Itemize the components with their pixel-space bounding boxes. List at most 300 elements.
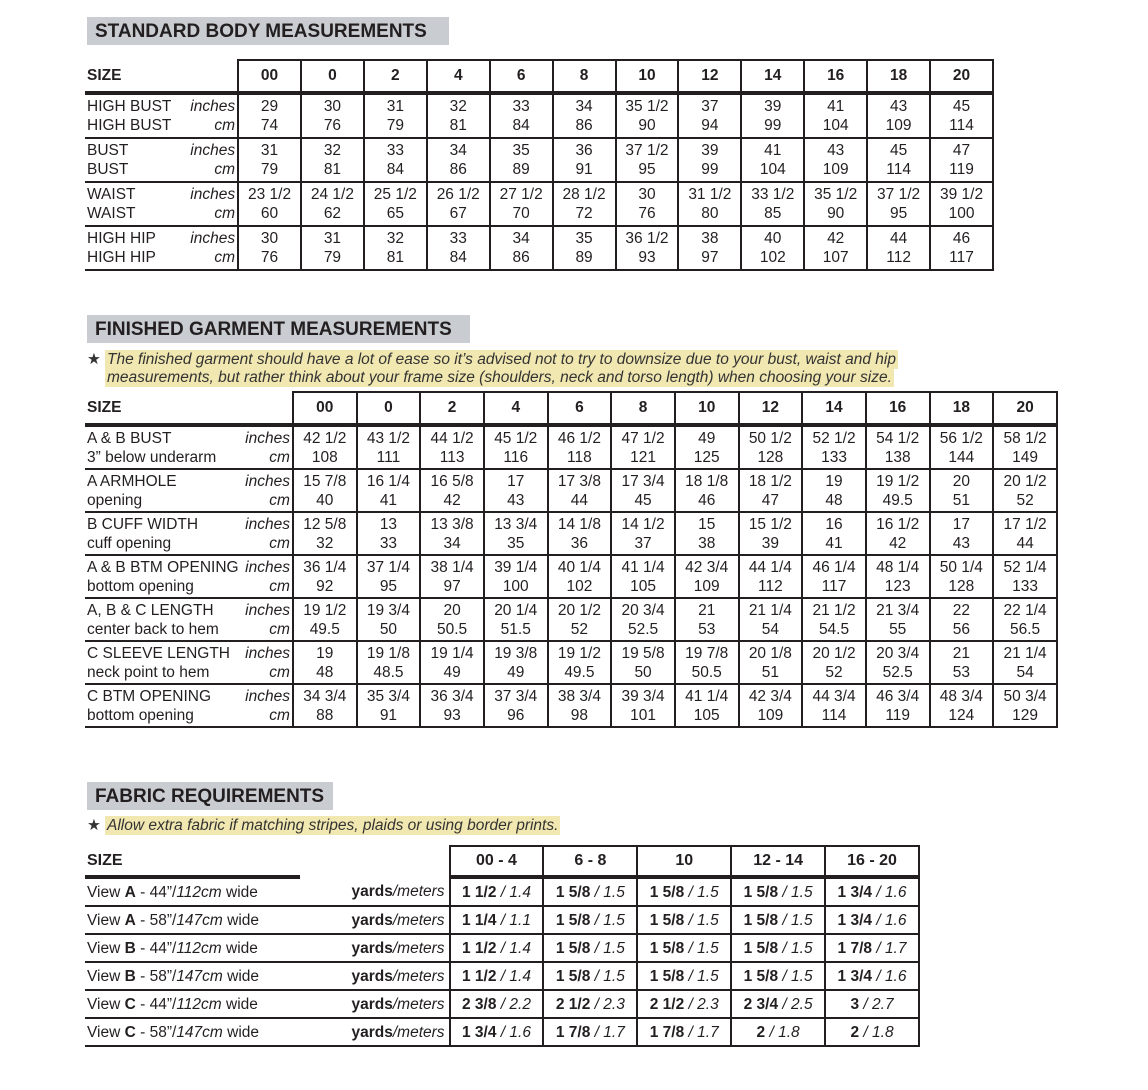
value-cm: 113 — [439, 448, 465, 466]
value-inches: 34 — [575, 98, 593, 115]
fabric-cell — [450, 962, 544, 990]
value-inches: 40 — [764, 230, 782, 247]
table-cell — [993, 425, 1057, 469]
yards-value: 1 1/2 — [462, 883, 497, 901]
table-cell — [357, 469, 421, 512]
table-cell — [675, 555, 739, 598]
value-inches: 28 1/2 — [562, 186, 606, 203]
value-cm: 76 — [260, 249, 279, 266]
fabric-cell — [450, 906, 544, 934]
value-inches: 47 — [952, 142, 971, 159]
value-cm: 62 — [323, 205, 342, 222]
meters-value: / 1.5 — [688, 939, 719, 957]
value-cm: 104 — [822, 117, 849, 134]
size-label: SIZE — [85, 392, 293, 425]
measurement-row — [85, 555, 1057, 598]
table-cell — [553, 226, 616, 270]
value-cm: 85 — [764, 205, 782, 222]
label-line2: BUST — [87, 161, 129, 178]
table-cell — [484, 425, 548, 469]
unit-cm: cm — [214, 161, 236, 178]
table-cell — [741, 226, 804, 270]
value-cm: 79 — [260, 161, 279, 178]
view-label — [85, 877, 300, 906]
unit-yards: yards — [351, 882, 393, 900]
value-inches: 34 — [512, 230, 530, 247]
size-header: 2 — [364, 60, 427, 93]
size-header: 10 — [637, 846, 731, 877]
value-inches: 21 — [952, 644, 970, 662]
value-inches: 19 1/2 — [876, 472, 920, 490]
value-cm: 50.5 — [437, 620, 468, 638]
value-inches: 42 1/2 — [303, 429, 347, 447]
value-inches: 42 — [827, 230, 845, 247]
meters-value: / 1.5 — [688, 967, 719, 985]
value-inches: 50 3/4 — [1003, 687, 1047, 705]
value-inches: 35 — [512, 142, 530, 159]
header-gap — [300, 846, 450, 877]
meters-value: / 1.7 — [876, 939, 907, 957]
unit-yards: yards — [351, 995, 393, 1013]
table-cell — [930, 182, 993, 226]
meters-value: / 1.4 — [500, 939, 531, 957]
value-cm: 42 — [443, 491, 461, 509]
view-label — [85, 990, 300, 1018]
value-inches: 18 1/8 — [685, 472, 729, 490]
table-cell — [678, 226, 741, 270]
label-line2: HIGH HIP — [87, 249, 156, 266]
measurement-row — [85, 684, 1057, 727]
fabric-row — [85, 906, 919, 934]
table-cell — [490, 226, 553, 270]
table-cell — [675, 425, 739, 469]
measurement-row — [85, 512, 1057, 555]
view-width: - 58”/ — [135, 911, 177, 929]
unit-label — [300, 877, 450, 906]
table-cell — [867, 138, 930, 182]
value-inches: 20 1/2 — [1003, 472, 1047, 490]
meters-value: / 2.2 — [500, 995, 531, 1013]
value-inches: 19 3/4 — [366, 601, 410, 619]
value-cm: 51.5 — [500, 620, 531, 638]
value-inches: 40 1/4 — [557, 558, 601, 576]
view-letter: C — [124, 1023, 136, 1041]
view-word: View — [87, 939, 125, 957]
value-cm: 100 — [948, 205, 975, 222]
row-label — [85, 182, 190, 226]
value-inches: 19 1/2 — [303, 601, 347, 619]
value-inches: 52 1/4 — [1003, 558, 1047, 576]
size-label: SIZE — [85, 60, 238, 93]
table-cell — [427, 138, 490, 182]
table-cell — [364, 138, 427, 182]
table-cell — [238, 226, 301, 270]
value-cm: 52.5 — [882, 663, 913, 681]
meters-value: / 1.6 — [500, 1023, 531, 1041]
value-cm: 84 — [512, 117, 530, 134]
size-header: 16 — [866, 392, 930, 425]
value-cm: 79 — [323, 249, 342, 266]
value-cm: 48 — [316, 663, 334, 681]
value-cm: 45 — [634, 491, 652, 509]
value-inches: 33 — [449, 230, 467, 247]
value-inches: 21 1/4 — [748, 601, 792, 619]
yards-value: 3 — [850, 995, 860, 1013]
meters-value: / 1.5 — [782, 939, 813, 957]
meters-value: / 1.6 — [876, 911, 907, 929]
value-inches: 45 1/2 — [494, 429, 538, 447]
meters-value: / 1.6 — [876, 883, 907, 901]
fabric-row — [85, 934, 919, 962]
value-inches: 39 3/4 — [621, 687, 665, 705]
meters-value: / 1.7 — [594, 1023, 625, 1041]
table-cell — [420, 469, 484, 512]
table-cell — [427, 226, 490, 270]
table-cell — [741, 182, 804, 226]
table-cell — [484, 598, 548, 641]
value-inches: 36 1/4 — [303, 558, 347, 576]
table-cell — [739, 641, 803, 684]
value-inches: 20 3/4 — [621, 601, 665, 619]
fabric-cell — [731, 990, 825, 1018]
table-cell — [293, 555, 357, 598]
value-inches: 41 1/4 — [685, 687, 729, 705]
value-cm: 49 — [507, 663, 525, 681]
value-cm: 129 — [1012, 706, 1039, 724]
table-cell — [866, 469, 930, 512]
value-inches: 39 — [764, 98, 782, 115]
value-inches: 17 — [952, 515, 970, 533]
value-inches: 39 1/4 — [494, 558, 538, 576]
value-inches: 36 1/2 — [625, 230, 669, 247]
yards-value: 1 5/8 — [555, 911, 591, 929]
unit-meters: /meters — [392, 911, 445, 929]
value-cm: 119 — [885, 706, 911, 724]
yards-value: 1 3/4 — [837, 883, 873, 901]
value-inches: 19 1/8 — [366, 644, 410, 662]
value-cm: 60 — [260, 205, 279, 222]
table-cell — [293, 641, 357, 684]
table-cell — [427, 182, 490, 226]
table-cell — [930, 641, 994, 684]
value-cm: 50.5 — [691, 663, 722, 681]
table-cell — [420, 684, 484, 727]
table-cell — [802, 469, 866, 512]
table-cell — [238, 138, 301, 182]
value-cm: 114 — [886, 161, 911, 178]
table-cell — [802, 598, 866, 641]
value-cm: 56.5 — [1010, 620, 1041, 638]
yards-value: 1 5/8 — [743, 883, 779, 901]
unit-inches: inches — [245, 687, 290, 705]
table-cell — [804, 226, 867, 270]
value-inches: 48 3/4 — [939, 687, 983, 705]
measurement-row — [85, 598, 1057, 641]
value-cm: 42 — [889, 534, 907, 552]
value-cm: 112 — [758, 577, 783, 595]
value-inches: 30 — [638, 186, 656, 203]
size-header: 8 — [611, 392, 675, 425]
table-cell — [238, 182, 301, 226]
value-inches: 31 1/2 — [688, 186, 732, 203]
label-line1: A ARMHOLE — [87, 472, 177, 490]
value-cm: 38 — [698, 534, 716, 552]
meters-value: / 1.7 — [688, 1023, 719, 1041]
fabric-cell — [450, 990, 544, 1018]
fabric-note — [87, 817, 687, 835]
value-cm: 149 — [1012, 448, 1039, 466]
yards-value: 1 3/4 — [837, 967, 873, 985]
table-cell — [675, 512, 739, 555]
row-units — [243, 684, 293, 727]
meters-value: / 1.6 — [876, 967, 907, 985]
value-inches: 17 3/8 — [557, 472, 601, 490]
measurement-row — [85, 182, 993, 226]
measurement-row — [85, 226, 993, 270]
meters-value: / 1.5 — [688, 883, 719, 901]
value-cm: 107 — [822, 249, 849, 266]
view-word: View — [87, 995, 125, 1013]
star-icon: ★ — [87, 351, 101, 368]
value-cm: 144 — [948, 448, 975, 466]
row-units — [243, 641, 293, 684]
yards-value: 1 5/8 — [743, 939, 779, 957]
view-letter: B — [124, 967, 136, 985]
table-cell — [678, 93, 741, 138]
value-inches: 15 1/2 — [748, 515, 792, 533]
value-cm: 51 — [761, 663, 779, 681]
size-header: 20 — [993, 392, 1057, 425]
value-inches: 43 — [889, 98, 908, 115]
table-cell — [548, 555, 612, 598]
value-inches: 44 1/4 — [748, 558, 792, 576]
value-cm: 89 — [575, 249, 593, 266]
unit-meters: /meters — [392, 882, 445, 900]
table-cell — [420, 641, 484, 684]
measurement-row — [85, 641, 1057, 684]
table-cell — [616, 226, 679, 270]
table-cell — [357, 598, 421, 641]
value-cm: 51 — [952, 491, 970, 509]
value-cm: 125 — [693, 448, 720, 466]
value-cm: 109 — [693, 577, 720, 595]
value-cm: 116 — [503, 448, 529, 466]
table-cell — [675, 469, 739, 512]
table-cell — [548, 641, 612, 684]
table-cell — [611, 469, 675, 512]
table-cell — [357, 512, 421, 555]
row-units — [190, 182, 238, 226]
unit-inches: inches — [245, 558, 290, 576]
table-cell — [993, 555, 1057, 598]
yards-value: 1 5/8 — [743, 967, 779, 985]
meters-value: / 1.5 — [594, 911, 625, 929]
yards-value: 1 7/8 — [837, 939, 873, 957]
table-cell — [293, 684, 357, 727]
value-cm: 50 — [634, 663, 652, 681]
value-inches: 33 1/2 — [751, 186, 795, 203]
value-inches: 31 — [260, 142, 279, 159]
meters-value: / 1.8 — [769, 1023, 800, 1041]
value-cm: 92 — [316, 577, 334, 595]
value-cm: 53 — [698, 620, 716, 638]
value-inches: 16 1/2 — [876, 515, 920, 533]
fabric-cell — [731, 934, 825, 962]
table-cell — [866, 684, 930, 727]
value-cm: 95 — [638, 161, 656, 178]
value-inches: 50 1/4 — [939, 558, 983, 576]
label-line2: bottom opening — [87, 706, 194, 724]
table-cell — [611, 425, 675, 469]
yards-value: 1 3/4 — [837, 911, 873, 929]
table-cell — [993, 598, 1057, 641]
value-inches: 43 — [827, 142, 845, 159]
value-inches: 20 — [952, 472, 970, 490]
value-inches: 15 — [698, 515, 716, 533]
label-line1: A & B BUST — [87, 429, 172, 447]
table-cell — [548, 469, 612, 512]
size-header: 00 — [238, 60, 301, 93]
table-cell — [867, 93, 930, 138]
size-header: 18 — [867, 60, 930, 93]
value-cm: 49.5 — [564, 663, 595, 681]
fabric-row — [85, 990, 919, 1018]
fabric-row — [85, 877, 919, 906]
table-cell — [867, 226, 930, 270]
value-inches: 39 1/2 — [939, 186, 984, 203]
value-inches: 49 — [698, 429, 716, 447]
yards-value: 1 5/8 — [555, 939, 591, 957]
unit-inches: inches — [190, 186, 236, 203]
table-cell — [866, 641, 930, 684]
label-line1: C BTM OPENING — [87, 687, 212, 705]
table-cell — [675, 684, 739, 727]
view-wide: wide — [222, 967, 260, 985]
value-cm: 97 — [701, 249, 719, 266]
value-inches: 43 1/2 — [366, 429, 410, 447]
table-cell — [802, 555, 866, 598]
value-inches: 27 1/2 — [499, 186, 543, 203]
value-inches: 16 — [825, 515, 843, 533]
value-inches: 38 3/4 — [557, 687, 601, 705]
meters-value: / 1.1 — [500, 911, 531, 929]
finished-note-line1: The finished garment should have a lot of ease so it’s advised not to try to downsize due to your bust, waist and hip — [107, 351, 896, 368]
table-cell — [357, 684, 421, 727]
value-cm: 102 — [566, 577, 593, 595]
unit-label — [300, 990, 450, 1018]
view-wide: wide — [221, 939, 258, 957]
size-header: 10 — [616, 60, 679, 93]
value-inches: 14 1/2 — [621, 515, 665, 533]
fabric-cell — [731, 962, 825, 990]
value-inches: 32 — [449, 98, 467, 115]
value-cm: 112 — [886, 249, 911, 266]
row-label — [85, 512, 243, 555]
label-line1: HIGH BUST — [87, 98, 172, 115]
value-inches: 46 3/4 — [876, 687, 920, 705]
value-inches: 42 3/4 — [748, 687, 792, 705]
view-label — [85, 962, 300, 990]
size-header: 12 — [678, 60, 741, 93]
value-inches: 19 7/8 — [685, 644, 729, 662]
value-inches: 30 — [260, 230, 279, 247]
row-units — [243, 555, 293, 598]
table-cell — [364, 182, 427, 226]
value-inches: 48 1/4 — [876, 558, 920, 576]
table-cell — [548, 684, 612, 727]
value-cm: 84 — [449, 249, 467, 266]
value-cm: 128 — [948, 577, 975, 595]
unit-label — [300, 906, 450, 934]
value-inches: 44 — [889, 230, 908, 247]
value-cm: 93 — [443, 706, 461, 724]
finished-table — [85, 391, 1058, 728]
value-cm: 67 — [449, 205, 467, 222]
value-inches: 38 1/4 — [430, 558, 474, 576]
table-cell — [866, 512, 930, 555]
view-letter: A — [124, 911, 136, 929]
view-width: - 58”/ — [135, 967, 177, 985]
table-cell — [548, 512, 612, 555]
value-cm: 40 — [316, 491, 334, 509]
table-cell — [490, 93, 553, 138]
label-line1: A, B & C LENGTH — [87, 601, 214, 619]
value-cm: 96 — [507, 706, 525, 724]
value-inches: 29 — [260, 98, 279, 115]
value-inches: 47 1/2 — [621, 429, 665, 447]
table-cell — [993, 641, 1057, 684]
view-width: - 44”/ — [135, 883, 177, 901]
value-inches: 17 3/4 — [621, 472, 665, 490]
value-cm: 81 — [386, 249, 404, 266]
value-cm: 102 — [759, 249, 786, 266]
table-cell — [490, 138, 553, 182]
value-inches: 24 1/2 — [310, 186, 354, 203]
fabric-cell — [825, 962, 919, 990]
value-cm: 44 — [570, 491, 589, 509]
value-inches: 52 1/2 — [812, 429, 856, 447]
value-cm: 32 — [316, 534, 334, 552]
value-cm: 88 — [316, 706, 334, 724]
value-cm: 124 — [948, 706, 975, 724]
table-cell — [293, 425, 357, 469]
unit-inches: inches — [190, 230, 236, 247]
size-header: 12 — [739, 392, 803, 425]
table-cell — [484, 555, 548, 598]
value-cm: 76 — [638, 205, 656, 222]
table-cell — [293, 512, 357, 555]
view-cm: 147cm — [176, 911, 223, 929]
label-line2: opening — [87, 491, 143, 509]
value-cm: 95 — [889, 205, 908, 222]
fabric-heading: FABRIC REQUIREMENTS — [87, 782, 333, 810]
value-cm: 138 — [884, 448, 911, 466]
unit-yards: yards — [351, 911, 393, 929]
table-cell — [611, 598, 675, 641]
view-label — [85, 934, 300, 962]
label-line1: C SLEEVE LENGTH — [87, 644, 230, 662]
row-units — [243, 425, 293, 469]
unit-inches: inches — [245, 644, 290, 662]
value-inches: 17 1/2 — [1003, 515, 1047, 533]
value-cm: 41 — [825, 534, 843, 552]
value-cm: 117 — [821, 577, 847, 595]
value-cm: 55 — [889, 620, 907, 638]
value-inches: 18 1/2 — [748, 472, 792, 490]
value-cm: 56 — [952, 620, 970, 638]
size-header: 12 - 14 — [731, 846, 825, 877]
row-units — [243, 469, 293, 512]
